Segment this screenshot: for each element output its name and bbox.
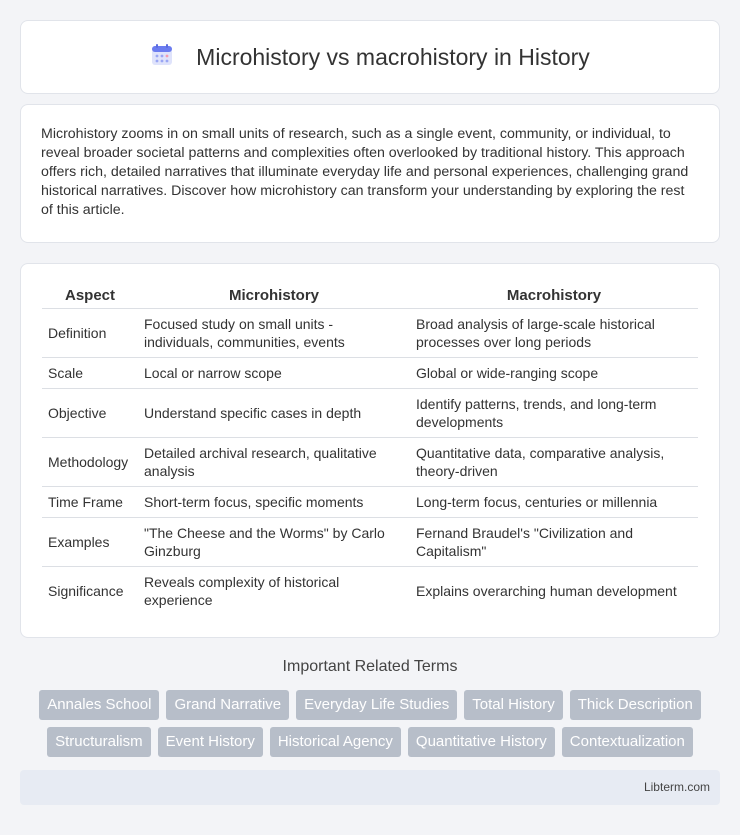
tag-annales-school[interactable]: Annales School	[39, 690, 159, 720]
table-row	[42, 566, 698, 615]
row-aspect: Time Frame	[42, 486, 138, 517]
tag-total-history[interactable]: Total History	[464, 690, 563, 720]
row-macrohistory: Fernand Braudel's "Civilization and Capitalism"	[410, 517, 698, 566]
row-macrohistory: Identify patterns, trends, and long-term developments	[410, 388, 698, 437]
tag-quantitative-history[interactable]: Quantitative History	[408, 727, 555, 757]
header-aspect: Aspect	[42, 284, 138, 308]
related-terms-list	[20, 690, 720, 757]
row-macrohistory: Quantitative data, comparative analysis, theory-driven	[410, 437, 698, 486]
row-macrohistory: Long-term focus, centuries or millennia	[410, 486, 698, 517]
row-microhistory: Detailed archival research, qualitative analysis	[138, 437, 410, 486]
footer	[20, 770, 720, 805]
table-row	[42, 308, 698, 357]
row-macrohistory: Explains overarching human development	[416, 582, 677, 599]
row-aspect: Significance	[48, 582, 124, 599]
table-row	[42, 437, 698, 486]
row-macrohistory: Global or wide-ranging scope	[410, 357, 698, 388]
row-microhistory: Focused study on small units - individuals, communities, events	[138, 308, 410, 357]
row-macrohistory: Broad analysis of large-scale historical processes over long periods	[410, 308, 698, 357]
row-aspect: Scale	[42, 357, 138, 388]
tag-event-history[interactable]: Event History	[158, 727, 263, 757]
table-row	[42, 517, 698, 566]
header-macrohistory: Macrohistory	[410, 284, 698, 308]
table-row	[42, 388, 698, 437]
comparison-table-card	[20, 263, 720, 638]
footer-site-link[interactable]: Libterm.com	[643, 780, 710, 794]
tag-historical-agency[interactable]: Historical Agency	[270, 727, 401, 757]
related-terms-title: Important Related Terms	[282, 658, 458, 675]
row-microhistory: Local or narrow scope	[138, 357, 410, 388]
table-row	[42, 357, 698, 388]
row-aspect: Methodology	[42, 437, 138, 486]
header-card	[20, 20, 720, 94]
row-microhistory: Reveals complexity of historical experience	[144, 573, 340, 608]
tag-contextualization[interactable]: Contextualization	[562, 727, 693, 757]
tag-everyday-life-studies[interactable]: Everyday Life Studies	[296, 690, 457, 720]
table-header-row	[42, 284, 698, 308]
row-microhistory: Understand specific cases in depth	[138, 388, 410, 437]
row-aspect: Examples	[42, 517, 138, 566]
comparison-table	[42, 284, 698, 615]
tag-grand-narrative[interactable]: Grand Narrative	[166, 690, 289, 720]
calendar-icon	[150, 43, 174, 72]
row-microhistory: Short-term focus, specific moments	[138, 486, 410, 517]
page-title: Microhistory vs macrohistory in History	[196, 43, 590, 70]
table-row	[42, 486, 698, 517]
intro-card	[20, 104, 720, 243]
row-aspect: Objective	[42, 388, 138, 437]
tag-thick-description[interactable]: Thick Description	[570, 690, 701, 720]
row-microhistory: "The Cheese and the Worms" by Carlo Ginzburg	[138, 517, 410, 566]
intro-text: Microhistory zooms in on small units of research, such as a single event, community, or individual, to reveal broader societal patterns and complexities often overlooked by traditional history. This approach offers rich, detailed narratives that illuminate everyday life and personal experiences, challenging grand historical narratives. Discover how microhistory can transform your understanding by exploring the rest of this article.	[41, 126, 689, 218]
tag-structuralism[interactable]: Structuralism	[47, 727, 151, 757]
header-microhistory: Microhistory	[138, 284, 410, 308]
row-aspect: Definition	[42, 308, 138, 357]
